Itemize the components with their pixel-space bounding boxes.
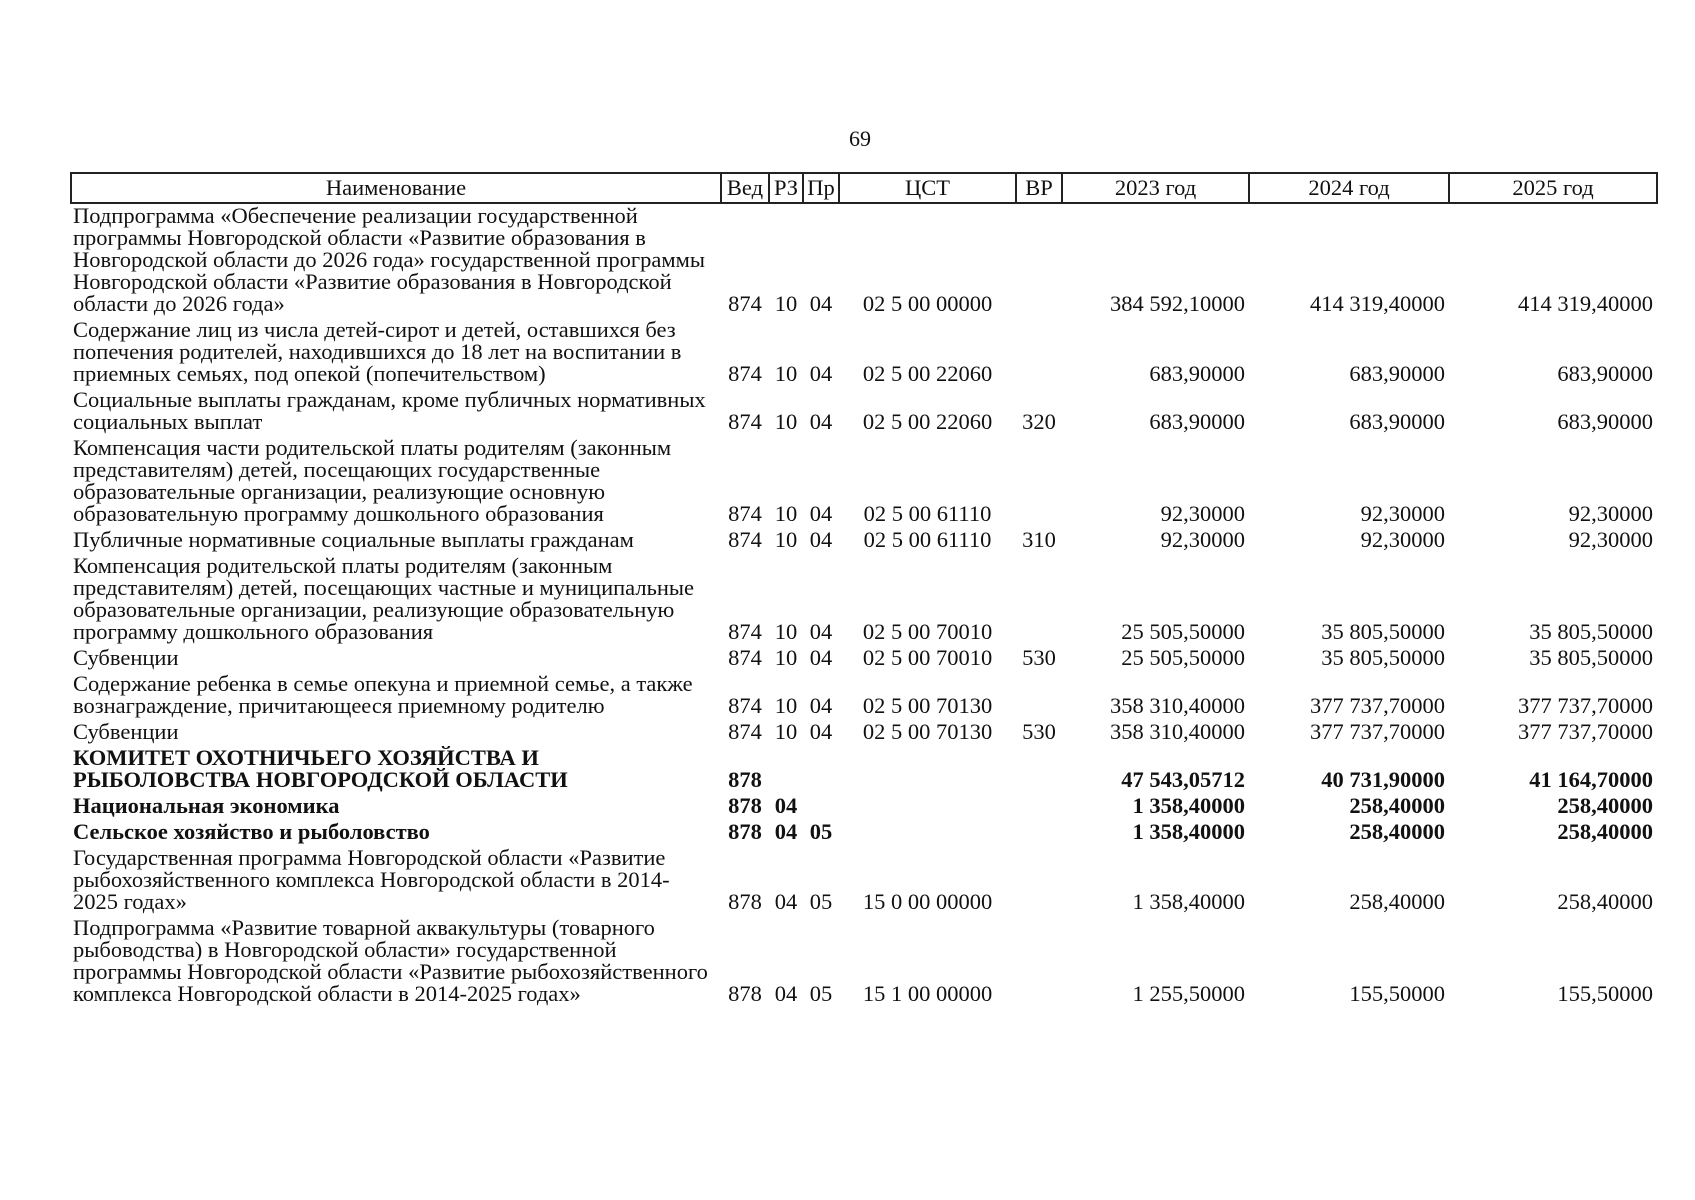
header-vr: ВР	[1016, 173, 1062, 203]
row-2025: 377 737,70000	[1518, 719, 1653, 744]
row-rz: 10	[774, 501, 798, 526]
row-2025: 41 164,70000	[1529, 767, 1653, 792]
row-name: Субвенции	[73, 719, 179, 744]
row-rz: 10	[774, 645, 798, 670]
row-ved: 874	[728, 693, 762, 718]
row-rz: 10	[774, 719, 798, 744]
row-pr	[803, 794, 839, 820]
row-name: Социальные выплаты гражданам, кроме публичных нормативных социальных выплат	[73, 387, 706, 434]
row-pr: 04	[809, 619, 833, 644]
row-2023: 358 310,40000	[1110, 693, 1245, 718]
row-pr: 05	[809, 981, 833, 1006]
row-cst: 02 5 00 22060	[862, 361, 993, 386]
header-rz: РЗ	[769, 173, 803, 203]
row-2024: 414 319,40000	[1310, 291, 1445, 316]
row-cst: 15 0 00 00000	[862, 889, 993, 914]
header-2025: 2025 год	[1449, 173, 1657, 203]
row-rz: 04	[774, 793, 798, 818]
header-ved: Вед	[721, 173, 769, 203]
row-2024: 258,40000	[1349, 819, 1445, 844]
row-pr: 05	[809, 889, 833, 914]
row-ved: 874	[728, 719, 762, 744]
row-vr	[1016, 846, 1062, 916]
row-name: Сельское хозяйство и рыболовство	[73, 819, 430, 844]
table-row	[71, 720, 1657, 746]
row-2024: 155,50000	[1349, 981, 1445, 1006]
row-vr	[1016, 820, 1062, 846]
row-2023: 92,30000	[1160, 501, 1245, 526]
row-pr: 04	[809, 527, 833, 552]
row-name: Публичные нормативные социальные выплаты гражданам	[73, 527, 634, 552]
row-2024: 40 731,90000	[1321, 767, 1445, 792]
row-2023: 1 255,50000	[1132, 981, 1245, 1006]
row-name: Содержание ребенка в семье опекуна и приемной семье, а также вознаграждение, причитающееся приемному родителю	[73, 671, 693, 718]
row-ved: 874	[728, 409, 762, 434]
row-2023: 384 592,10000	[1110, 291, 1245, 316]
row-rz: 10	[774, 693, 798, 718]
row-name: Национальная экономика	[73, 793, 340, 818]
row-2023: 1 358,40000	[1132, 793, 1245, 818]
row-ved: 878	[728, 767, 762, 792]
row-2023: 358 310,40000	[1110, 719, 1245, 744]
row-ved: 874	[728, 527, 762, 552]
row-name: Государственная программа Новгородской области «Развитие рыбохозяйственного комплекса Новгородской области в 2014-2025 годах»	[73, 845, 670, 914]
row-pr: 04	[809, 719, 833, 744]
row-pr: 04	[809, 645, 833, 670]
row-2024: 683,90000	[1349, 409, 1445, 434]
row-name: Подпрограмма «Обеспечение реализации государственной программы Новгородской области «Развитие образования в Новгородской области до 2026 года» государственной программы Новгородской области «Развитие образования в Новгородской области до 2026 года»	[73, 203, 705, 316]
row-2024: 377 737,70000	[1310, 693, 1445, 718]
row-vr	[1016, 203, 1062, 318]
header-name: Наименование	[71, 173, 721, 203]
row-2024: 258,40000	[1349, 889, 1445, 914]
row-ved: 878	[728, 793, 762, 818]
row-cst: 02 5 00 00000	[862, 291, 993, 316]
row-2023: 47 543,05712	[1121, 767, 1245, 792]
row-rz: 10	[774, 291, 798, 316]
row-vr: 530	[1022, 645, 1056, 670]
header-cst: ЦСТ	[839, 173, 1016, 203]
header-2023: 2023 год	[1062, 173, 1249, 203]
row-2025: 35 805,50000	[1529, 645, 1653, 670]
row-2023: 1 358,40000	[1132, 889, 1245, 914]
row-2023: 25 505,50000	[1121, 645, 1245, 670]
row-cst: 02 5 00 61110	[863, 501, 992, 526]
table-row	[71, 916, 1657, 1008]
row-rz: 04	[774, 889, 798, 914]
table-row	[71, 646, 1657, 672]
row-2023: 1 358,40000	[1132, 819, 1245, 844]
row-2025: 683,90000	[1557, 361, 1653, 386]
row-2024: 92,30000	[1360, 527, 1445, 552]
row-cst: 02 5 00 70010	[862, 619, 993, 644]
row-ved: 878	[728, 889, 762, 914]
row-cst	[839, 746, 1016, 794]
row-vr	[1016, 554, 1062, 646]
header-2024: 2024 год	[1249, 173, 1449, 203]
row-2025: 92,30000	[1568, 527, 1653, 552]
row-vr	[1016, 746, 1062, 794]
row-2023: 25 505,50000	[1121, 619, 1245, 644]
row-2025: 155,50000	[1557, 981, 1653, 1006]
row-ved: 878	[728, 819, 762, 844]
row-pr: 04	[809, 291, 833, 316]
row-vr	[1016, 794, 1062, 820]
row-rz: 04	[774, 819, 798, 844]
row-ved: 874	[728, 645, 762, 670]
table-body	[71, 203, 1657, 1008]
row-ved: 874	[728, 619, 762, 644]
row-2025: 258,40000	[1557, 819, 1653, 844]
row-2025: 377 737,70000	[1518, 693, 1653, 718]
row-2023: 683,90000	[1149, 361, 1245, 386]
row-name: Компенсация части родительской платы родителям (законным представителям) детей, посещающих государственные образовательные организации, реализующие основную образовательную программу дошкольного образования	[73, 435, 672, 526]
row-2023: 683,90000	[1149, 409, 1245, 434]
table-row	[71, 388, 1657, 436]
table-header-row	[71, 173, 1657, 203]
row-rz: 10	[774, 527, 798, 552]
table-row	[71, 846, 1657, 916]
row-vr	[1016, 318, 1062, 388]
row-2025: 35 805,50000	[1529, 619, 1653, 644]
row-vr: 320	[1022, 409, 1056, 434]
row-cst: 02 5 00 22060	[862, 409, 993, 434]
row-vr	[1016, 672, 1062, 720]
row-pr: 05	[809, 819, 833, 844]
row-vr: 530	[1022, 719, 1056, 744]
row-rz: 04	[774, 981, 798, 1006]
table-row	[71, 820, 1657, 846]
header-pr: Пр	[803, 173, 839, 203]
row-2024: 258,40000	[1349, 793, 1445, 818]
row-cst: 15 1 00 00000	[862, 981, 993, 1006]
row-cst: 02 5 00 70130	[862, 693, 993, 718]
table-row	[71, 203, 1657, 318]
row-vr	[1016, 436, 1062, 528]
row-cst: 02 5 00 70010	[862, 645, 993, 670]
row-name: Содержание лиц из числа детей-сирот и детей, оставшихся без попечения родителей, находившихся до 18 лет на воспитании в приемных семьях, под опекой (попечительством)	[73, 317, 682, 386]
row-2023: 92,30000	[1160, 527, 1245, 552]
row-rz: 10	[774, 409, 798, 434]
row-name: Субвенции	[73, 645, 179, 670]
row-2025: 414 319,40000	[1518, 291, 1653, 316]
row-ved: 874	[728, 501, 762, 526]
table-row	[71, 436, 1657, 528]
row-rz	[769, 746, 803, 794]
row-name: КОМИТЕТ ОХОТНИЧЬЕГО ХОЗЯЙСТВА И РЫБОЛОВСТВА НОВГОРОДСКОЙ ОБЛАСТИ	[73, 745, 568, 792]
row-pr	[803, 746, 839, 794]
row-ved: 878	[728, 981, 762, 1006]
page-number: 69	[849, 126, 871, 151]
row-2025: 258,40000	[1557, 793, 1653, 818]
table-row	[71, 554, 1657, 646]
row-pr: 04	[809, 693, 833, 718]
row-2024: 35 805,50000	[1321, 645, 1445, 670]
row-vr	[1016, 916, 1062, 1008]
row-cst	[839, 794, 1016, 820]
row-name: Подпрограмма «Развитие товарной аквакультуры (товарного рыбоводства) в Новгородской области» государственной программы Новгородской области «Развитие рыбохозяйственного комплекса Новгородской области в 2014-2025 годах»	[73, 915, 708, 1006]
row-2024: 683,90000	[1349, 361, 1445, 386]
row-pr: 04	[809, 361, 833, 386]
table-row	[71, 528, 1657, 554]
row-2024: 92,30000	[1360, 501, 1445, 526]
row-pr: 04	[809, 409, 833, 434]
table-row	[71, 746, 1657, 794]
row-2025: 258,40000	[1557, 889, 1653, 914]
row-rz: 10	[774, 619, 798, 644]
table-row	[71, 794, 1657, 820]
table-row	[71, 318, 1657, 388]
row-name: Компенсация родительской платы родителям (законным представителям) детей, посещающих частные и муниципальные образовательные организации, реализующие образовательную программу дошкольного образования	[73, 553, 695, 644]
row-cst: 02 5 00 70130	[862, 719, 993, 744]
row-2025: 683,90000	[1557, 409, 1653, 434]
table-row	[71, 672, 1657, 720]
row-cst: 02 5 00 61110	[863, 527, 992, 552]
row-2024: 377 737,70000	[1310, 719, 1445, 744]
row-pr: 04	[809, 501, 833, 526]
row-ved: 874	[728, 361, 762, 386]
budget-table	[70, 172, 1658, 1008]
row-cst	[839, 820, 1016, 846]
row-rz: 10	[774, 361, 798, 386]
row-vr: 310	[1022, 527, 1056, 552]
row-2024: 35 805,50000	[1321, 619, 1445, 644]
row-ved: 874	[728, 291, 762, 316]
row-2025: 92,30000	[1568, 501, 1653, 526]
